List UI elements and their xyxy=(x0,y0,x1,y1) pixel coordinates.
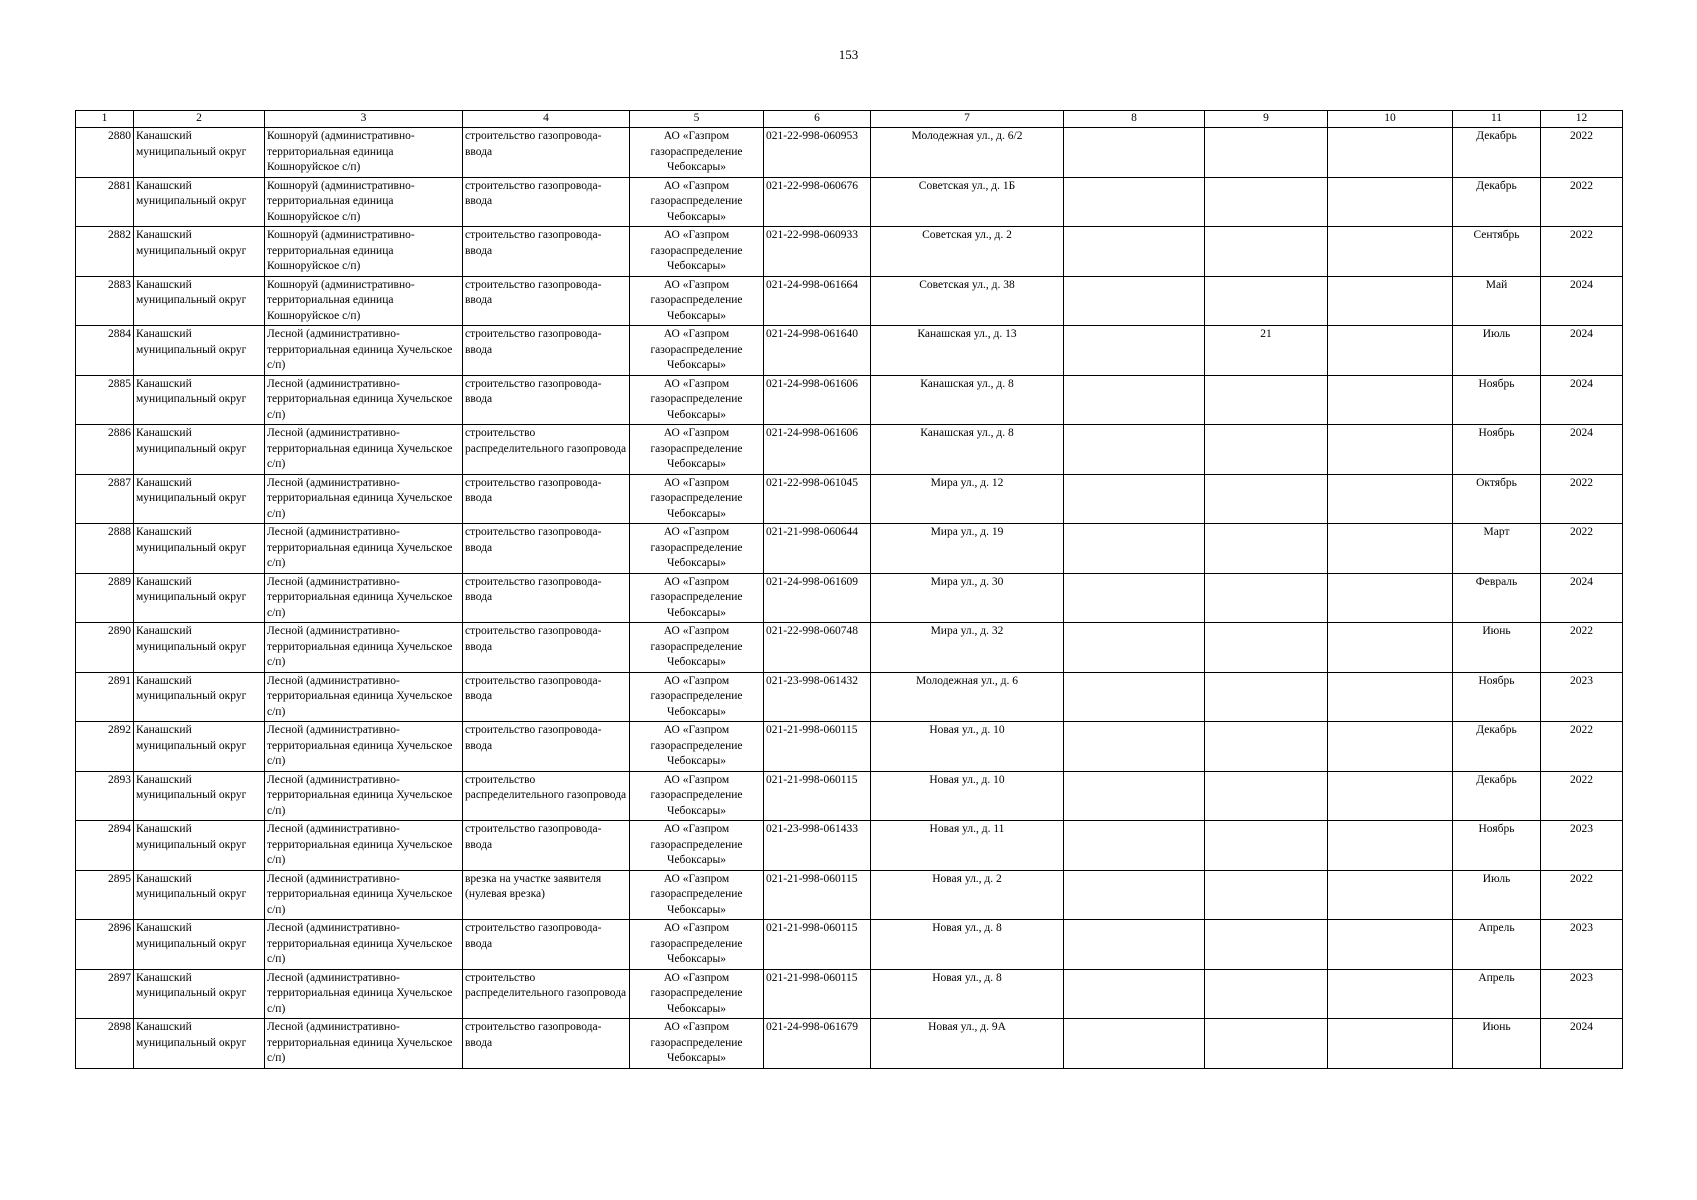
cell-month: Сентябрь xyxy=(1453,227,1541,277)
table-row xyxy=(76,969,1623,1019)
cell-address: Новая ул., д. 11 xyxy=(871,821,1064,871)
table-row xyxy=(76,771,1623,821)
cell-year: 2022 xyxy=(1541,177,1623,227)
cell-settlement: Лесной (административно-территориальная единица Хучельское с/п) xyxy=(265,821,463,871)
column-header: 9 xyxy=(1205,111,1328,128)
cell-col-9 xyxy=(1205,177,1328,227)
column-header: 6 xyxy=(764,111,871,128)
cell-district: Канашский муниципальный округ xyxy=(134,1019,265,1069)
cell-work-type: строительство газопровода-ввода xyxy=(463,227,630,277)
cell-row-number: 2884 xyxy=(76,326,134,376)
table-row xyxy=(76,573,1623,623)
cell-settlement: Лесной (административно-территориальная единица Хучельское с/п) xyxy=(265,1019,463,1069)
cell-application-number: 021-22-998-061045 xyxy=(764,474,871,524)
cell-col-10 xyxy=(1328,227,1453,277)
cell-month: Март xyxy=(1453,524,1541,574)
cell-district: Канашский муниципальный округ xyxy=(134,375,265,425)
cell-settlement: Лесной (административно-территориальная единица Хучельское с/п) xyxy=(265,326,463,376)
cell-col-9 xyxy=(1205,227,1328,277)
cell-col-10 xyxy=(1328,1019,1453,1069)
cell-year: 2022 xyxy=(1541,524,1623,574)
cell-month: Декабрь xyxy=(1453,722,1541,772)
cell-district: Канашский муниципальный округ xyxy=(134,326,265,376)
cell-work-type: строительство распределительного газопровода xyxy=(463,771,630,821)
cell-district: Канашский муниципальный округ xyxy=(134,623,265,673)
cell-organization: АО «Газпром газораспределение Чебоксары» xyxy=(630,1019,764,1069)
cell-settlement: Лесной (административно-территориальная единица Хучельское с/п) xyxy=(265,969,463,1019)
cell-work-type: строительство распределительного газопровода xyxy=(463,969,630,1019)
cell-organization: АО «Газпром газораспределение Чебоксары» xyxy=(630,524,764,574)
cell-work-type: строительство газопровода-ввода xyxy=(463,672,630,722)
cell-col-9 xyxy=(1205,722,1328,772)
cell-address: Советская ул., д. 1Б xyxy=(871,177,1064,227)
cell-col-9 xyxy=(1205,276,1328,326)
cell-col-10 xyxy=(1328,573,1453,623)
cell-col-10 xyxy=(1328,920,1453,970)
cell-year: 2022 xyxy=(1541,771,1623,821)
cell-address: Новая ул., д. 10 xyxy=(871,771,1064,821)
cell-col-8 xyxy=(1064,573,1205,623)
cell-col-8 xyxy=(1064,128,1205,178)
cell-col-8 xyxy=(1064,326,1205,376)
cell-district: Канашский муниципальный округ xyxy=(134,474,265,524)
cell-application-number: 021-22-998-060933 xyxy=(764,227,871,277)
cell-col-8 xyxy=(1064,276,1205,326)
cell-work-type: строительство газопровода-ввода xyxy=(463,1019,630,1069)
cell-district: Канашский муниципальный округ xyxy=(134,771,265,821)
cell-month: Апрель xyxy=(1453,920,1541,970)
table-row xyxy=(76,276,1623,326)
cell-row-number: 2891 xyxy=(76,672,134,722)
cell-year: 2023 xyxy=(1541,821,1623,871)
cell-address: Молодежная ул., д. 6 xyxy=(871,672,1064,722)
cell-work-type: врезка на участке заявителя (нулевая врезка) xyxy=(463,870,630,920)
cell-col-8 xyxy=(1064,672,1205,722)
cell-district: Канашский муниципальный округ xyxy=(134,128,265,178)
cell-col-8 xyxy=(1064,870,1205,920)
cell-year: 2022 xyxy=(1541,128,1623,178)
cell-row-number: 2881 xyxy=(76,177,134,227)
cell-address: Мира ул., д. 30 xyxy=(871,573,1064,623)
cell-col-10 xyxy=(1328,276,1453,326)
cell-settlement: Лесной (административно-территориальная единица Хучельское с/п) xyxy=(265,375,463,425)
cell-row-number: 2883 xyxy=(76,276,134,326)
cell-month: Май xyxy=(1453,276,1541,326)
cell-col-10 xyxy=(1328,623,1453,673)
cell-application-number: 021-22-998-060748 xyxy=(764,623,871,673)
cell-organization: АО «Газпром газораспределение Чебоксары» xyxy=(630,722,764,772)
cell-year: 2024 xyxy=(1541,276,1623,326)
cell-address: Канашская ул., д. 8 xyxy=(871,425,1064,475)
cell-organization: АО «Газпром газораспределение Чебоксары» xyxy=(630,425,764,475)
cell-col-8 xyxy=(1064,722,1205,772)
cell-col-10 xyxy=(1328,128,1453,178)
cell-year: 2024 xyxy=(1541,573,1623,623)
cell-col-10 xyxy=(1328,177,1453,227)
cell-organization: АО «Газпром газораспределение Чебоксары» xyxy=(630,573,764,623)
cell-address: Мира ул., д. 12 xyxy=(871,474,1064,524)
cell-col-8 xyxy=(1064,177,1205,227)
cell-col-9 xyxy=(1205,1019,1328,1069)
cell-col-10 xyxy=(1328,672,1453,722)
cell-settlement: Лесной (административно-территориальная единица Хучельское с/п) xyxy=(265,771,463,821)
cell-year: 2023 xyxy=(1541,920,1623,970)
cell-col-9 xyxy=(1205,870,1328,920)
cell-organization: АО «Газпром газораспределение Чебоксары» xyxy=(630,128,764,178)
cell-col-8 xyxy=(1064,771,1205,821)
cell-month: Ноябрь xyxy=(1453,821,1541,871)
cell-year: 2024 xyxy=(1541,375,1623,425)
table-row xyxy=(76,524,1623,574)
cell-organization: АО «Газпром газораспределение Чебоксары» xyxy=(630,375,764,425)
cell-col-8 xyxy=(1064,227,1205,277)
cell-work-type: строительство газопровода-ввода xyxy=(463,276,630,326)
column-header: 4 xyxy=(463,111,630,128)
cell-col-10 xyxy=(1328,821,1453,871)
table-row xyxy=(76,326,1623,376)
table-row xyxy=(76,375,1623,425)
table-row xyxy=(76,474,1623,524)
cell-year: 2024 xyxy=(1541,1019,1623,1069)
cell-organization: АО «Газпром газораспределение Чебоксары» xyxy=(630,821,764,871)
table-row xyxy=(76,870,1623,920)
column-header: 10 xyxy=(1328,111,1453,128)
column-header: 1 xyxy=(76,111,134,128)
cell-col-10 xyxy=(1328,425,1453,475)
cell-application-number: 021-23-998-061432 xyxy=(764,672,871,722)
cell-work-type: строительство газопровода-ввода xyxy=(463,128,630,178)
table-row xyxy=(76,722,1623,772)
cell-col-9 xyxy=(1205,524,1328,574)
cell-address: Новая ул., д. 8 xyxy=(871,920,1064,970)
cell-application-number: 021-24-998-061679 xyxy=(764,1019,871,1069)
cell-address: Новая ул., д. 2 xyxy=(871,870,1064,920)
cell-row-number: 2893 xyxy=(76,771,134,821)
cell-organization: АО «Газпром газораспределение Чебоксары» xyxy=(630,177,764,227)
cell-application-number: 021-24-998-061664 xyxy=(764,276,871,326)
cell-row-number: 2895 xyxy=(76,870,134,920)
cell-col-9 xyxy=(1205,375,1328,425)
column-header: 12 xyxy=(1541,111,1623,128)
cell-address: Советская ул., д. 38 xyxy=(871,276,1064,326)
cell-col-10 xyxy=(1328,771,1453,821)
cell-month: Июнь xyxy=(1453,623,1541,673)
cell-year: 2022 xyxy=(1541,227,1623,277)
cell-row-number: 2897 xyxy=(76,969,134,1019)
cell-month: Ноябрь xyxy=(1453,672,1541,722)
cell-month: Июль xyxy=(1453,870,1541,920)
cell-work-type: строительство газопровода-ввода xyxy=(463,821,630,871)
cell-work-type: строительство газопровода-ввода xyxy=(463,177,630,227)
cell-col-9 xyxy=(1205,623,1328,673)
cell-application-number: 021-24-998-061606 xyxy=(764,375,871,425)
cell-row-number: 2888 xyxy=(76,524,134,574)
cell-row-number: 2898 xyxy=(76,1019,134,1069)
cell-district: Канашский муниципальный округ xyxy=(134,425,265,475)
cell-month: Ноябрь xyxy=(1453,425,1541,475)
cell-row-number: 2892 xyxy=(76,722,134,772)
column-header: 11 xyxy=(1453,111,1541,128)
cell-district: Канашский муниципальный округ xyxy=(134,821,265,871)
column-header: 2 xyxy=(134,111,265,128)
cell-application-number: 021-22-998-060676 xyxy=(764,177,871,227)
cell-col-8 xyxy=(1064,524,1205,574)
cell-month: Февраль xyxy=(1453,573,1541,623)
cell-district: Канашский муниципальный округ xyxy=(134,870,265,920)
cell-address: Мира ул., д. 19 xyxy=(871,524,1064,574)
cell-application-number: 021-21-998-060115 xyxy=(764,870,871,920)
cell-address: Канашская ул., д. 8 xyxy=(871,375,1064,425)
cell-year: 2022 xyxy=(1541,722,1623,772)
table-row xyxy=(76,425,1623,475)
cell-settlement: Лесной (административно-территориальная единица Хучельское с/п) xyxy=(265,474,463,524)
cell-col-9 xyxy=(1205,474,1328,524)
cell-district: Канашский муниципальный округ xyxy=(134,276,265,326)
cell-address: Мира ул., д. 32 xyxy=(871,623,1064,673)
cell-col-8 xyxy=(1064,821,1205,871)
cell-settlement: Лесной (административно-территориальная единица Хучельское с/п) xyxy=(265,722,463,772)
cell-col-10 xyxy=(1328,474,1453,524)
cell-settlement: Кошноруй (административно-территориальная единица Кошноруйское с/п) xyxy=(265,227,463,277)
table-row xyxy=(76,128,1623,178)
cell-row-number: 2896 xyxy=(76,920,134,970)
cell-work-type: строительство газопровода-ввода xyxy=(463,474,630,524)
cell-col-8 xyxy=(1064,425,1205,475)
column-header: 3 xyxy=(265,111,463,128)
cell-month: Октябрь xyxy=(1453,474,1541,524)
cell-address: Канашская ул., д. 13 xyxy=(871,326,1064,376)
cell-application-number: 021-24-998-061640 xyxy=(764,326,871,376)
cell-work-type: строительство газопровода-ввода xyxy=(463,524,630,574)
cell-month: Декабрь xyxy=(1453,177,1541,227)
cell-settlement: Лесной (административно-территориальная единица Хучельское с/п) xyxy=(265,573,463,623)
header-row xyxy=(76,111,1623,128)
cell-work-type: строительство распределительного газопровода xyxy=(463,425,630,475)
cell-year: 2022 xyxy=(1541,870,1623,920)
cell-application-number: 021-21-998-060115 xyxy=(764,771,871,821)
cell-organization: АО «Газпром газораспределение Чебоксары» xyxy=(630,326,764,376)
cell-row-number: 2886 xyxy=(76,425,134,475)
table-row xyxy=(76,623,1623,673)
cell-organization: АО «Газпром газораспределение Чебоксары» xyxy=(630,870,764,920)
table-row xyxy=(76,1019,1623,1069)
cell-col-9 xyxy=(1205,821,1328,871)
column-header: 8 xyxy=(1064,111,1205,128)
cell-work-type: строительство газопровода-ввода xyxy=(463,573,630,623)
cell-row-number: 2890 xyxy=(76,623,134,673)
cell-settlement: Кошноруй (административно-территориальная единица Кошноруйское с/п) xyxy=(265,128,463,178)
cell-year: 2024 xyxy=(1541,326,1623,376)
cell-col-9 xyxy=(1205,573,1328,623)
cell-col-8 xyxy=(1064,1019,1205,1069)
cell-col-9 xyxy=(1205,969,1328,1019)
cell-row-number: 2885 xyxy=(76,375,134,425)
cell-application-number: 021-23-998-061433 xyxy=(764,821,871,871)
cell-application-number: 021-21-998-060115 xyxy=(764,969,871,1019)
cell-settlement: Кошноруй (административно-территориальная единица Кошноруйское с/п) xyxy=(265,276,463,326)
cell-work-type: строительство газопровода-ввода xyxy=(463,375,630,425)
cell-application-number: 021-22-998-060953 xyxy=(764,128,871,178)
cell-col-8 xyxy=(1064,623,1205,673)
cell-row-number: 2887 xyxy=(76,474,134,524)
column-header: 5 xyxy=(630,111,764,128)
cell-application-number: 021-24-998-061609 xyxy=(764,573,871,623)
table-row xyxy=(76,227,1623,277)
cell-year: 2023 xyxy=(1541,969,1623,1019)
cell-settlement: Лесной (административно-территориальная единица Хучельское с/п) xyxy=(265,672,463,722)
cell-month: Ноябрь xyxy=(1453,375,1541,425)
table-row xyxy=(76,821,1623,871)
cell-col-10 xyxy=(1328,524,1453,574)
cell-settlement: Кошноруй (административно-территориальная единица Кошноруйское с/п) xyxy=(265,177,463,227)
cell-settlement: Лесной (административно-территориальная единица Хучельское с/п) xyxy=(265,870,463,920)
cell-col-10 xyxy=(1328,375,1453,425)
cell-organization: АО «Газпром газораспределение Чебоксары» xyxy=(630,920,764,970)
cell-address: Молодежная ул., д. 6/2 xyxy=(871,128,1064,178)
cell-col-8 xyxy=(1064,375,1205,425)
cell-year: 2023 xyxy=(1541,672,1623,722)
cell-col-10 xyxy=(1328,722,1453,772)
cell-organization: АО «Газпром газораспределение Чебоксары» xyxy=(630,474,764,524)
cell-row-number: 2880 xyxy=(76,128,134,178)
cell-application-number: 021-24-998-061606 xyxy=(764,425,871,475)
cell-work-type: строительство газопровода-ввода xyxy=(463,722,630,772)
cell-address: Новая ул., д. 9А xyxy=(871,1019,1064,1069)
cell-organization: АО «Газпром газораспределение Чебоксары» xyxy=(630,771,764,821)
cell-address: Новая ул., д. 8 xyxy=(871,969,1064,1019)
cell-year: 2022 xyxy=(1541,474,1623,524)
cell-settlement: Лесной (административно-территориальная единица Хучельское с/п) xyxy=(265,623,463,673)
cell-month: Декабрь xyxy=(1453,128,1541,178)
cell-district: Канашский муниципальный округ xyxy=(134,672,265,722)
cell-settlement: Лесной (административно-территориальная единица Хучельское с/п) xyxy=(265,920,463,970)
cell-col-10 xyxy=(1328,326,1453,376)
cell-year: 2022 xyxy=(1541,623,1623,673)
cell-address: Новая ул., д. 10 xyxy=(871,722,1064,772)
cell-application-number: 021-21-998-060644 xyxy=(764,524,871,574)
cell-district: Канашский муниципальный округ xyxy=(134,227,265,277)
cell-organization: АО «Газпром газораспределение Чебоксары» xyxy=(630,969,764,1019)
cell-month: Июнь xyxy=(1453,1019,1541,1069)
cell-district: Канашский муниципальный округ xyxy=(134,524,265,574)
cell-application-number: 021-21-998-060115 xyxy=(764,722,871,772)
cell-work-type: строительство газопровода-ввода xyxy=(463,326,630,376)
column-header: 7 xyxy=(871,111,1064,128)
cell-address: Советская ул., д. 2 xyxy=(871,227,1064,277)
cell-row-number: 2889 xyxy=(76,573,134,623)
register-table xyxy=(75,110,1623,1069)
cell-col-9 xyxy=(1205,128,1328,178)
cell-settlement: Лесной (административно-территориальная единица Хучельское с/п) xyxy=(265,524,463,574)
table-row xyxy=(76,672,1623,722)
cell-col-8 xyxy=(1064,474,1205,524)
cell-col-8 xyxy=(1064,920,1205,970)
cell-col-9: 21 xyxy=(1205,326,1328,376)
cell-row-number: 2882 xyxy=(76,227,134,277)
cell-organization: АО «Газпром газораспределение Чебоксары» xyxy=(630,672,764,722)
cell-organization: АО «Газпром газораспределение Чебоксары» xyxy=(630,276,764,326)
cell-application-number: 021-21-998-060115 xyxy=(764,920,871,970)
cell-month: Декабрь xyxy=(1453,771,1541,821)
cell-organization: АО «Газпром газораспределение Чебоксары» xyxy=(630,227,764,277)
cell-district: Канашский муниципальный округ xyxy=(134,177,265,227)
cell-district: Канашский муниципальный округ xyxy=(134,573,265,623)
cell-district: Канашский муниципальный округ xyxy=(134,920,265,970)
cell-year: 2024 xyxy=(1541,425,1623,475)
cell-work-type: строительство газопровода-ввода xyxy=(463,920,630,970)
cell-col-8 xyxy=(1064,969,1205,1019)
cell-district: Канашский муниципальный округ xyxy=(134,722,265,772)
table-row xyxy=(76,920,1623,970)
cell-organization: АО «Газпром газораспределение Чебоксары» xyxy=(630,623,764,673)
cell-month: Июль xyxy=(1453,326,1541,376)
cell-col-9 xyxy=(1205,425,1328,475)
table-row xyxy=(76,177,1623,227)
cell-month: Апрель xyxy=(1453,969,1541,1019)
cell-col-9 xyxy=(1205,920,1328,970)
cell-district: Канашский муниципальный округ xyxy=(134,969,265,1019)
cell-col-10 xyxy=(1328,870,1453,920)
cell-row-number: 2894 xyxy=(76,821,134,871)
cell-work-type: строительство газопровода-ввода xyxy=(463,623,630,673)
cell-settlement: Лесной (административно-территориальная единица Хучельское с/п) xyxy=(265,425,463,475)
cell-col-9 xyxy=(1205,771,1328,821)
cell-col-9 xyxy=(1205,672,1328,722)
cell-col-10 xyxy=(1328,969,1453,1019)
page-number: 153 xyxy=(838,47,859,62)
